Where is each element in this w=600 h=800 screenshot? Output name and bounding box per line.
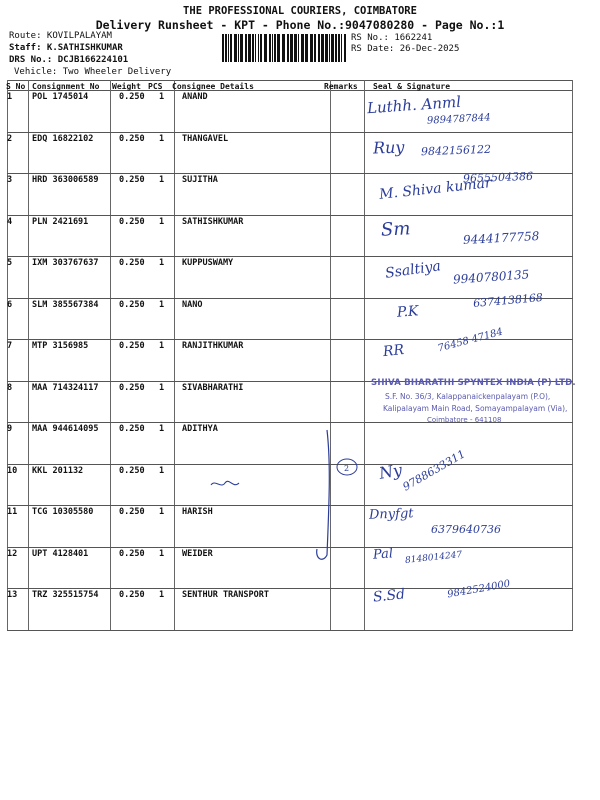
barcode-bar [240,34,243,62]
barcode-bar [264,34,267,62]
rs-number: RS No.: 1662241 [351,33,433,43]
row-pcs: 1 [159,258,165,268]
row-pcs: 1 [159,92,165,102]
row-sno: 10 [7,465,18,476]
row-pcs: 1 [159,216,165,227]
row-sno: 5 [7,258,13,268]
col-header-sno: S No [6,82,26,91]
barcode-bar [335,34,337,62]
row-consignment-no: KKL 201132 [32,465,84,476]
row-consignment-no: EDQ 16822102 [32,133,94,144]
row-divider [7,464,573,465]
barcode-bar [248,34,251,62]
barcode [222,34,346,62]
row-signature: Sm [380,217,411,241]
row-sno: 8 [7,382,13,393]
barcode-bar [252,34,254,62]
row-signature: Ny [377,459,404,483]
barcode-bar [331,34,334,62]
row-weight: 0.250 [119,548,145,559]
row-sno: 12 [7,548,18,559]
row-consignee: ADITHYA [182,424,218,434]
handwritten-remark-stroke [307,425,367,565]
col-header-consignment: Consignment No [32,82,100,91]
col-divider [7,80,8,630]
runsheet-table [6,80,576,630]
stamp-line: S.F. No. 36/3, Kalappanaickenpalayam (P.O), [385,392,551,401]
row-weight: 0.250 [119,258,145,268]
row-consignment-no: MAA 714324117 [32,382,99,393]
row-phone: 76458 47184 [436,326,505,355]
row-signature: P.K [396,302,420,321]
row-consignment-no: HRD 363006589 [32,175,99,185]
company-stamp [365,378,581,430]
row-pcs: 1 [159,341,165,351]
row-weight: 0.250 [119,382,145,393]
barcode-bar [272,34,273,62]
row-pcs: 1 [159,590,165,600]
row-weight: 0.250 [119,299,145,310]
col-divider [572,80,573,630]
row-consignee: SENTHUR TRANSPORT [182,590,269,600]
row-pcs: 1 [159,175,165,185]
barcode-bar [341,34,342,62]
row-weight: 0.250 [119,590,145,600]
drs-number: DRS No.: DCJB166224101 [9,55,129,65]
handwritten-tamil-mark [207,475,247,491]
barcode-bar [228,34,229,62]
row-pcs: 1 [159,382,165,393]
runsheet-subtitle: Delivery Runsheet - KPT - Phone No.:9047080280 - Page No.:1 [95,18,505,32]
row-weight: 0.250 [119,216,145,227]
barcode-bar [225,34,227,62]
row-sno: 1 [7,92,13,102]
barcode-bar [287,34,289,62]
col-header-remarks: Remarks [324,82,358,91]
row-divider [7,215,573,216]
row-signature: Luthh. Anml [366,92,462,118]
barcode-bar [329,34,330,62]
row-consignment-no: POL 1745014 [32,92,89,102]
row-signature: M. Shiva kumar [378,175,493,203]
row-phone: 9842524000 [446,578,512,601]
col-divider [110,80,111,630]
row-consignment-no: MAA 944614095 [32,424,99,434]
row-signature: Ssaltiya [384,258,442,282]
row-consignee: ANAND [182,92,208,102]
table-bottom-border [7,630,573,631]
row-consignment-no: PLN 2421691 [32,216,89,227]
row-phone: 9444177758 [462,228,540,247]
col-header-consignee: Consignee Details [172,82,254,91]
row-phone: 9842156122 [420,142,492,158]
row-phone: 6374138168 [472,290,544,310]
row-consignee: WEIDER [182,548,213,559]
barcode-bar [338,34,340,62]
barcode-bar [269,34,271,62]
row-phone: 8148014247 [404,549,463,566]
row-signature: Dnyfgt [368,506,414,523]
row-pcs: 1 [159,133,165,144]
row-weight: 0.250 [119,424,145,434]
row-consignee: SATHISHKUMAR [182,216,244,227]
row-consignment-no: IXM 303767637 [32,258,99,268]
row-consignment-no: TRZ 325515754 [32,590,99,600]
row-phone: 6379640736 [431,523,501,536]
row-weight: 0.250 [119,92,145,102]
row-divider [7,505,573,506]
row-consignment-no: TCG 10305580 [32,507,94,517]
row-weight: 0.250 [119,175,145,185]
row-sno: 9 [7,424,13,434]
table-top-border [7,80,573,81]
row-sno: 4 [7,216,13,227]
row-divider [7,256,573,257]
barcode-bar [230,34,232,62]
row-sno: 11 [7,507,18,517]
company-title: THE PROFESSIONAL COURIERS, COIMBATORE [183,5,417,17]
row-pcs: 1 [159,507,165,517]
col-header-seal: Seal & Signature [373,82,451,91]
row-consignment-no: UPT 4128401 [32,548,89,559]
row-consignee: SUJITHA [182,175,218,185]
barcode-bar [310,34,313,62]
barcode-bar [274,34,276,62]
row-consignee: RANJITHKUMAR [182,341,244,351]
row-weight: 0.250 [119,507,145,517]
row-pcs: 1 [159,424,165,434]
stamp-line: SHIVA BHARATHI SPYNTEX INDIA (P) LTD. [371,378,576,388]
row-consignee: HARISH [182,507,213,517]
col-divider [28,80,29,630]
row-consignment-no: MTP 3156985 [32,341,89,351]
barcode-bar [325,34,328,62]
row-consignment-no: SLM 385567384 [32,299,99,310]
row-pcs: 1 [159,465,165,476]
row-signature: RR [382,341,405,361]
row-phone: 9655504386 [462,169,534,186]
barcode-bar [277,34,280,62]
vehicle-label: Vehicle: Two Wheeler Delivery [14,67,172,77]
barcode-bar [290,34,293,62]
row-consignee: NANO [182,299,203,310]
barcode-bar [258,34,259,62]
barcode-bar [234,34,237,62]
row-divider [7,132,573,133]
row-phone: 9788633311 [400,446,468,494]
row-pcs: 1 [159,299,165,310]
row-consignee: THANGAVEL [182,133,229,144]
barcode-bar [318,34,320,62]
barcode-bar [245,34,247,62]
barcode-bar [238,34,239,62]
row-sno: 6 [7,299,13,310]
row-signature: Pal [372,545,394,563]
row-sno: 7 [7,341,13,351]
row-weight: 0.250 [119,133,145,144]
row-signature: S.Sd [372,586,406,606]
row-phone: 9894787844 [426,112,491,127]
col-header-pcs: PCS [148,82,163,91]
row-signature: Ruy [372,136,405,158]
barcode-bar [255,34,256,62]
route-label: Route: KOVILPALAYAM [9,31,112,41]
row-divider [7,547,573,548]
row-pcs: 1 [159,548,165,559]
barcode-bar [260,34,262,62]
row-sno: 3 [7,175,13,185]
barcode-bar [222,34,224,62]
staff-label: Staff: K.SATHISHKUMAR [9,43,123,53]
row-sno: 2 [7,133,13,144]
row-phone: 9940780135 [452,267,530,287]
stamp-line: Coimbatore - 641108 [427,416,502,424]
col-header-weight: Weight [112,82,141,91]
row-consignee: SIVABHARATHI [182,382,244,393]
barcode-bar [301,34,304,62]
row-sno: 13 [7,590,18,600]
barcode-bar [321,34,324,62]
row-consignee: KUPPUSWAMY [182,258,234,268]
row-weight: 0.250 [119,341,145,351]
col-divider [174,80,175,630]
barcode-bar [314,34,316,62]
remark-circle-number: 2 [344,464,350,473]
barcode-bar [294,34,297,62]
stamp-line: Kalipalayam Main Road, Somayampalayam (Via), [383,404,568,413]
barcode-bar [305,34,308,62]
row-weight: 0.250 [119,465,145,476]
rs-date: RS Date: 26-Dec-2025 [351,44,460,54]
barcode-bar [344,34,346,62]
barcode-bar [298,34,299,62]
barcode-bar [282,34,285,62]
